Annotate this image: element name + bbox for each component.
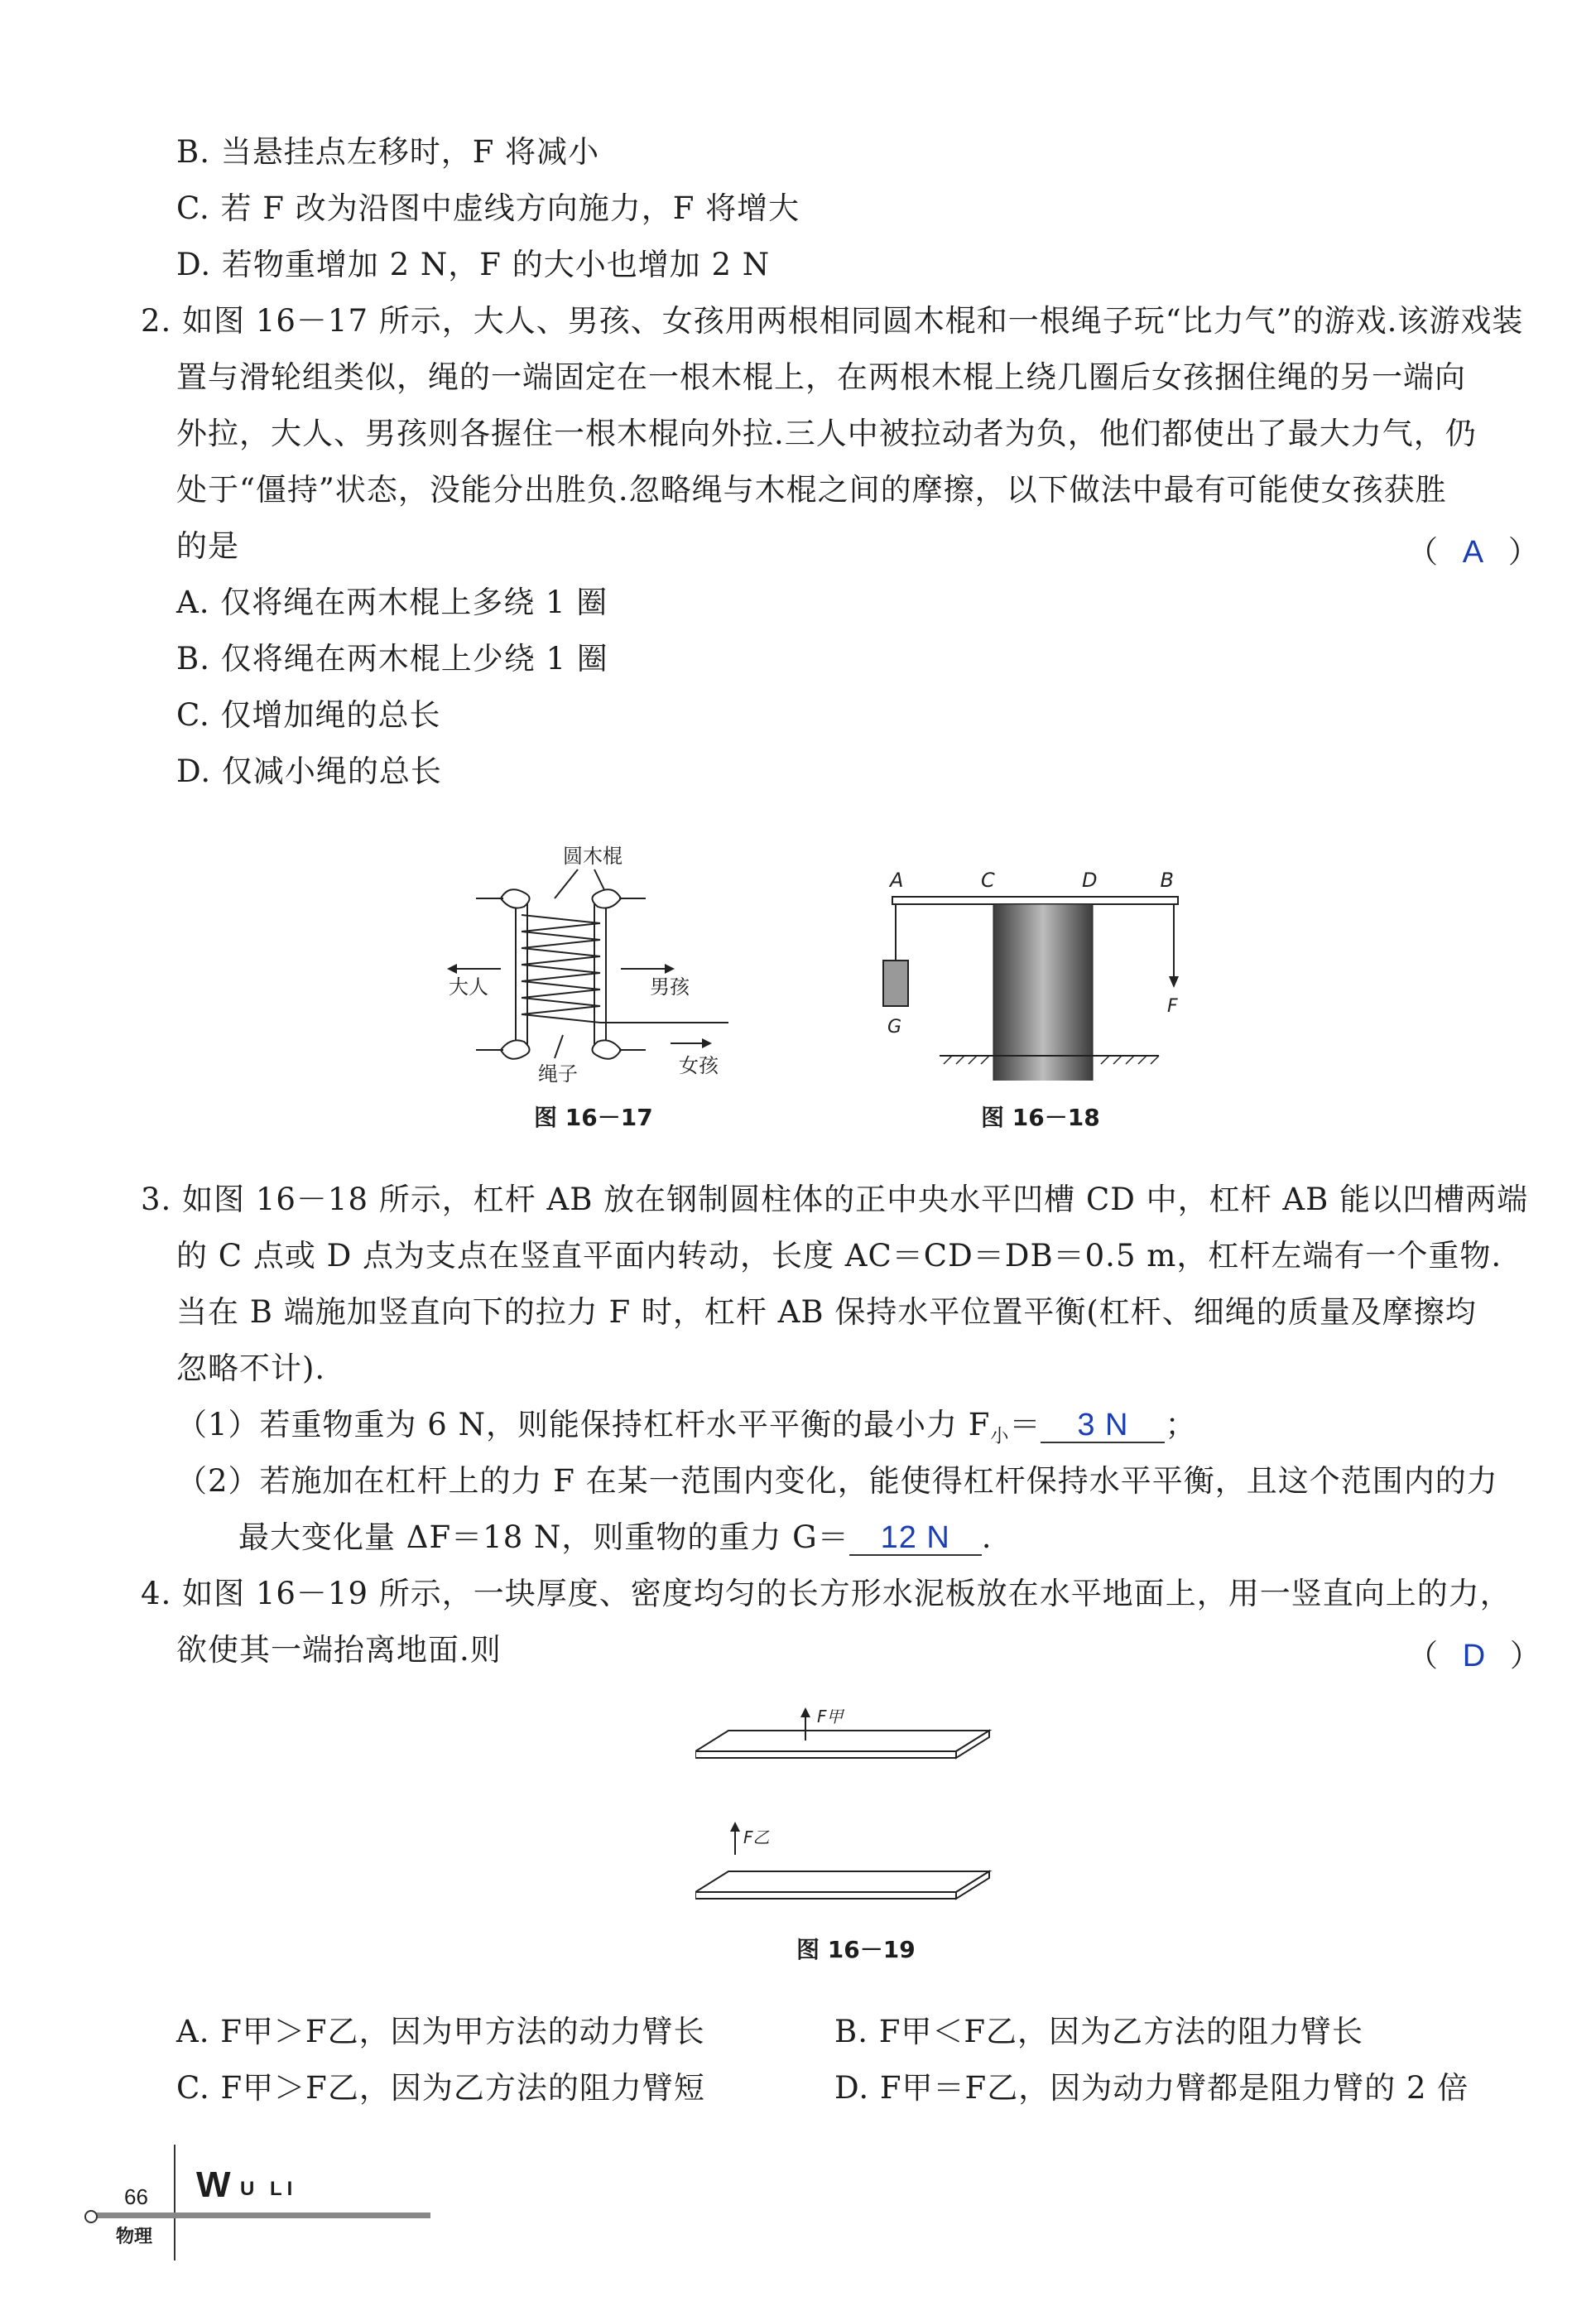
q2-stem-line-4: 处于“僵持”状态，没能分出胜负.忽略绳与木棍之间的摩擦，以下做法中最有可能使女孩获胜 (176, 472, 1447, 508)
q4-option-b: B. F甲＜F乙，因为乙方法的阻力臂长 (834, 2014, 1364, 2049)
footer-bar (91, 2212, 430, 2218)
subject-label: 物理 (116, 2227, 153, 2247)
label-f-jia: F甲 (817, 1707, 844, 1726)
caption-16-19: 图 16－19 (796, 1936, 916, 1963)
q4-answer-bracket: （ D ） (1407, 1638, 1541, 1673)
caption-16-17: 图 16－17 (534, 1104, 653, 1131)
q1-option-b: B. 当悬挂点左移时，F 将减小 (176, 134, 600, 170)
label-rope: 绳子 (538, 1062, 578, 1085)
q4-option-a: A. F甲＞F乙，因为甲方法的动力臂长 (176, 2014, 705, 2049)
q4-answer: D (1462, 1639, 1486, 1673)
brand-rest: U LI (240, 2178, 298, 2200)
q2-option-a: A. 仅将绳在两木棍上多绕 1 圈 (176, 585, 608, 620)
q4-option-c: C. F甲＞F乙，因为乙方法的阻力臂短 (176, 2070, 705, 2106)
figure-16-17 (430, 836, 745, 1085)
q3-stem-line-3: 当在 B 端施加竖直向下的拉力 F 时，杠杆 AB 保持水平位置平衡(杠杆、细绳的质量及摩擦均 (176, 1294, 1477, 1330)
figure-16-19 (695, 1706, 1010, 1921)
label-girl: 女孩 (679, 1054, 719, 1077)
label-stick: 圆木棍 (563, 845, 623, 868)
page-number: 66 (124, 2184, 148, 2209)
q1-option-c: C. 若 F 改为沿图中虚线方向施力，F 将增大 (176, 190, 800, 226)
q3-sub2-answer: 12 N (880, 1520, 950, 1555)
q2-option-c: C. 仅增加绳的总长 (176, 697, 441, 733)
q2-option-b: B. 仅将绳在两木棍上少绕 1 圈 (176, 641, 608, 677)
q3-sub1: （1）若重物重为 6 N，则能保持杠杆水平平衡的最小力 $F_小= 3$ N ； (176, 1407, 1197, 1447)
q3-sub1-answer: 3 N (1077, 1408, 1129, 1442)
footer-divider (174, 2145, 175, 2261)
label-d: D (1082, 869, 1098, 892)
label-a: A (890, 869, 904, 892)
q3-sub2-line-1: （2）若施加在杠杆上的力 F 在某一范围内变化，能使得杠杆保持水平平衡，且这个范围内的力 (176, 1463, 1498, 1499)
q2-answer-bracket: （ A ） (1407, 534, 1539, 570)
q3-stem-line-4: 忽略不计). (176, 1351, 326, 1386)
q4-stem-line-1: 4. 如图 16－19 所示，一块厚度、密度均匀的长方形水泥板放在水平地面上，用一竖直向上的力， (141, 1576, 1512, 1611)
q2-stem-line-3: 外拉，大人、男孩则各握住一根木棍向外拉.三人中被拉动者为负，他们都使出了最大力气，仍 (176, 416, 1477, 451)
q3-stem-line-2: 的 C 点或 D 点为支点在竖直平面内转动，长度 AC＝CD＝DB＝0.5 m，杠杆左端有一个重物. (176, 1238, 1502, 1274)
label-f-yi: F乙 (743, 1827, 770, 1847)
brand-w: W (196, 2164, 233, 2205)
q2-stem-line-1: 2. 如图 16－17 所示，大人、男孩、女孩用两根相同圆木棍和一根绳子玩“比力气”的游戏.该游戏装 (141, 303, 1524, 339)
label-b: B (1160, 869, 1174, 892)
footer-bullet (84, 2210, 98, 2223)
figure-16-18 (869, 865, 1184, 1081)
q3-sub2-line-2: 最大变化量 ΔF＝18 N，则重物的重力 G＝ 12 N . (238, 1519, 993, 1555)
q2-option-d: D. 仅减小绳的总长 (176, 754, 442, 789)
label-boy: 男孩 (650, 975, 690, 999)
q4-option-d: D. F甲＝F乙，因为动力臂都是阻力臂的 2 倍 (834, 2070, 1469, 2106)
q1-option-d: D. 若物重增加 2 N，F 的大小也增加 2 N (176, 247, 771, 282)
q2-stem-line-5: 的是 (176, 528, 239, 564)
q3-sub1-blank (1041, 1408, 1165, 1443)
label-c: C (981, 869, 995, 892)
caption-16-18: 图 16－18 (981, 1104, 1100, 1131)
label-f: F (1167, 996, 1178, 1017)
q3-stem-line-1: 3. 如图 16－18 所示，杠杆 AB 放在钢制圆柱体的正中央水平凹槽 CD 中，杠杆 AB 能以凹槽两端 (141, 1182, 1529, 1217)
label-g: G (887, 1017, 902, 1038)
label-adult: 大人 (449, 975, 488, 999)
q3-sub2-blank (849, 1521, 982, 1556)
q2-stem-line-2: 置与滑轮组类似，绳的一端固定在一根木棍上，在两根木棍上绕几圈后女孩捆住绳的另一端向 (176, 359, 1466, 395)
q2-answer: A (1462, 535, 1484, 570)
q4-stem-line-2: 欲使其一端抬离地面.则 (176, 1632, 502, 1668)
